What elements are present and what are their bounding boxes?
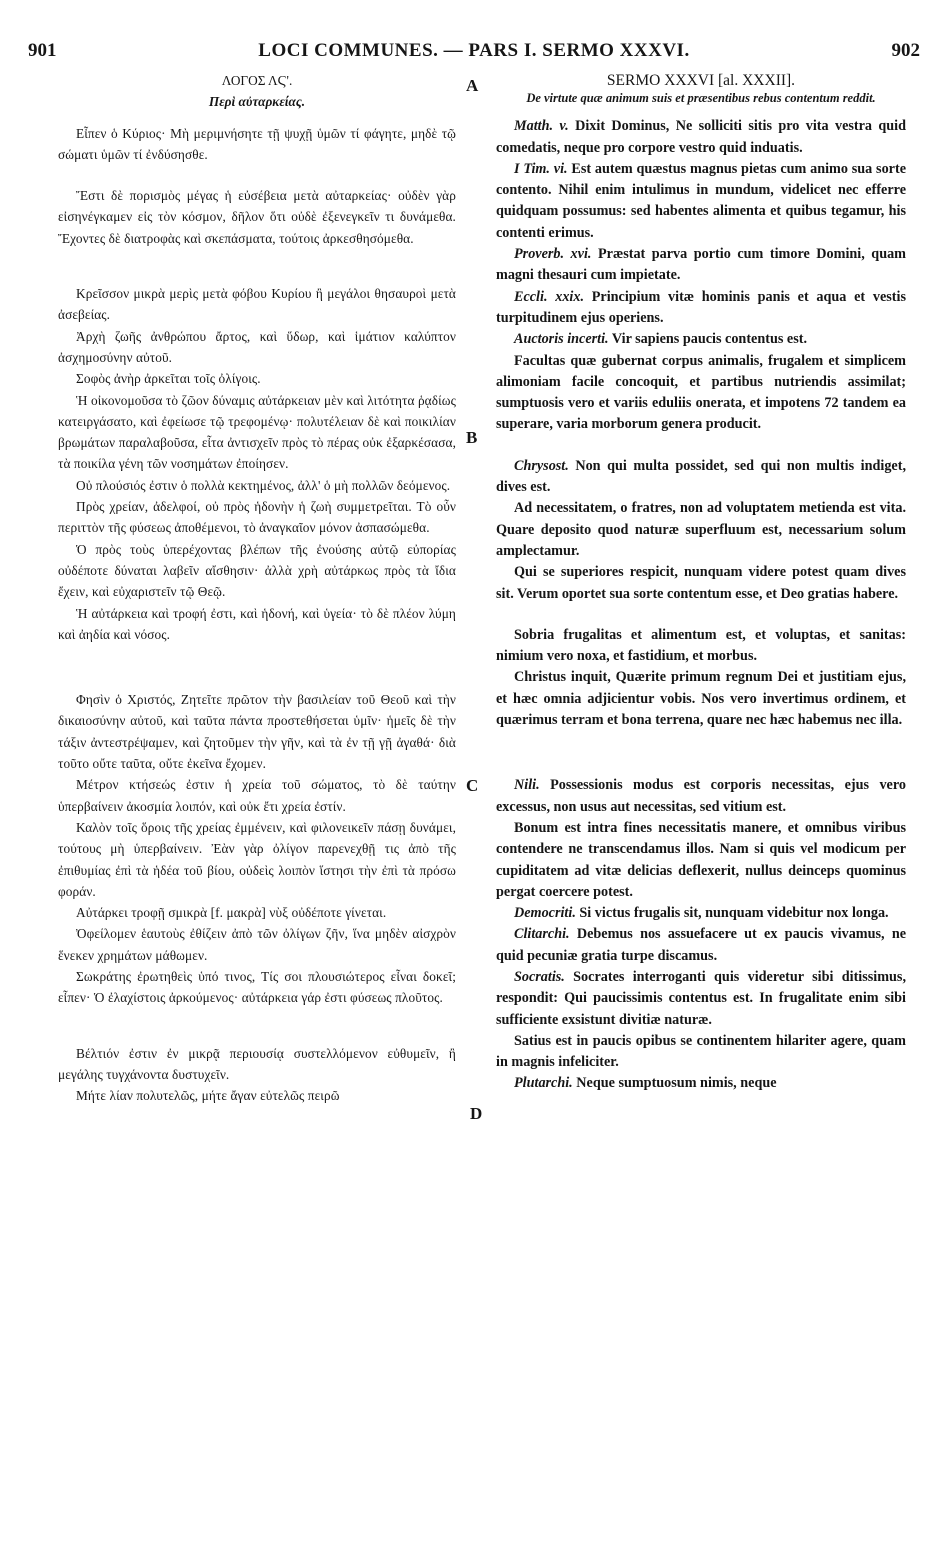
latin-column — [496, 70, 906, 1095]
greek-paragraph: Πρὸς χρείαν, ἀδελφοί, οὐ πρὸς ἡδονὴν ἡ ζωὴ συμμετρεῖται. Τὸ οὖν περιττὸν τῆς φύσεως ἀποθέμενοι, τὸ ἀναγκαῖον μόνον ἀσπασώμεθα. — [58, 499, 456, 536]
latin-text: Sobria frugalitas et alimentum est, et voluptas, et sanitas: nimium vero noxa, et fastidium, et morbus. — [496, 626, 906, 665]
source-citation: Democriti. — [514, 905, 576, 922]
page-number-left: 901 — [28, 40, 57, 61]
latin-paragraph — [496, 287, 906, 330]
latin-paragraph — [496, 351, 906, 436]
margin-letter-d: D — [470, 1104, 483, 1123]
latin-paragraph — [496, 159, 906, 244]
latin-text: Bonum est intra fines necessitatis manere, et omnibus viribus contendere ne transcendamus illos. Nam si quis vel modicum per cupiditatem ad vitæ delicias deflexerit, nullus deinceps quominus pergat coercere potest. — [496, 819, 906, 900]
running-title: LOCI COMMUNES. — PARS I. SERMO XXXVI. — [258, 40, 690, 61]
greek-paragraph: Ὁ πρὸς τοὺς ὑπερέχοντας βλέπων τῆς ἐνούσης αὐτῷ εὐπορίας οὐδέποτε δύναται λαβεῖν αἴσθησιν· ἀλλὰ χρὴ αὐτάρκως πρὸς τὰ ἴδια ἔχειν, καὶ εὐχαριστεῖν τῷ Θεῷ. — [58, 541, 456, 600]
greek-paragraph: Εἶπεν ὁ Κύριος· Μὴ μεριμνήσητε τῇ ψυχῇ ὑμῶν τί φάγητε, μηδὲ τῷ σώματι ὑμῶν τί ἐνδύσησθε. — [58, 125, 456, 162]
greek-title: ΛΟΓΟΣ ΛϚ'. — [221, 73, 293, 88]
margin-letter-a: A — [466, 76, 479, 95]
greek-paragraph: Ὀφείλομεν ἑαυτοὺς ἐθίζειν ἀπὸ τῶν ὀλίγων ζῆν, ἵνα μηδὲν αἰσχρὸν ἕνεκεν χρημάτων μάθωμεν. — [58, 926, 456, 963]
greek-paragraph: Σωκράτης ἐρωτηθεὶς ὑπό τινος, Τίς σοι πλουσιώτερος εἶναι δοκεῖ; εἶπεν· Ὁ ἐλαχίστοις ἀρκούμενος· αὐτάρκεια γάρ ἐστι φύσεως πλοῦτος. — [58, 968, 456, 1006]
greek-paragraph: Ἀρχὴ ζωῆς ἀνθρώπου ἄρτος, καὶ ὕδωρ, καὶ ἱμάτιον καλύπτον ἀσχημοσύνην αὐτοῦ. — [58, 328, 456, 365]
latin-text: Principium vitæ hominis panis et aqua et vestis turpitudinem ejus operiens. — [496, 288, 906, 326]
page-number-right: 902 — [891, 40, 920, 61]
source-citation: Auctoris incerti. — [514, 331, 609, 348]
latin-paragraph — [496, 329, 906, 350]
greek-paragraph: Κρεῖσσον μικρὰ μερὶς μετὰ φόβου Κυρίου ἢ μεγάλοι θησαυροὶ μετὰ ἀσεβείας. — [58, 286, 456, 323]
source-citation: I Tim. vi. — [514, 160, 568, 177]
latin-text: Dixit Dominus, Ne solliciti sitis pro vita vestra quid comedatis, neque pro corpore vestro quid induatis. — [496, 118, 906, 156]
latin-paragraph — [496, 967, 906, 1031]
latin-text: Neque sumptuosum nimis, neque — [576, 1075, 777, 1092]
greek-paragraph: Οὐ πλούσιός ἐστιν ὁ πολλὰ κεκτημένος, ἀλλ' ὁ μὴ πολλῶν δεόμενος. — [76, 477, 451, 493]
running-header — [28, 40, 920, 66]
greek-column — [58, 70, 456, 1106]
latin-subtitle: De virtute quæ animum suis et præsentibus rebus contentum reddit. — [526, 91, 876, 106]
greek-paragraph: Ἡ οἰκονομοῦσα τὸ ζῶον δύναμις αὐτάρκειαν μὲν καὶ λιτότητα ῥᾳδίως κατειργάσατο, καὶ ἐφείωσε τῷ τρεφομένῳ· πολυτέλειαν δὲ καὶ ποικιλίαν βρωμάτων παραλαβοῦσα, εἶτα ἀντισχεῖν πρὸς τὸ πέρας οὐκ ἐξαρκέσασα, τὰ ποικίλα γένη τῶν νοσημάτων ἐποίησεν. — [58, 392, 457, 472]
source-citation: Matth. v. — [514, 118, 569, 135]
latin-text: Satius est in paucis opibus se continentem hilariter agere, quam in magnis infeliciter. — [496, 1032, 906, 1071]
greek-paragraph: Μέτρον κτήσεώς ἐστιν ἡ χρεία τοῦ σώματος, τὸ δὲ ταύτην ὑπερβαίνειν ἀκοσμία λοιπόν, καὶ οὐκ ἔτι χρεία ἐστίν. — [58, 777, 456, 814]
latin-paragraph — [496, 667, 906, 731]
latin-paragraph — [496, 116, 906, 159]
greek-paragraph: Βέλτιόν ἐστιν ἐν μικρᾷ περιουσίᾳ συστελλόμενον εὐθυμεῖν, ἢ μεγάλης τυγχάνοντα δυστυχεῖν. — [58, 1045, 456, 1082]
greek-paragraph: Ἡ αὐτάρκεια καὶ τροφή ἐστι, καὶ ἡδονή, καὶ ὑγεία· τὸ δὲ πλέον λύμη καὶ ἀηδία καὶ νόσος. — [58, 605, 456, 642]
source-citation: Eccli. xxix. — [514, 288, 584, 305]
source-citation: Plutarchi. — [514, 1075, 573, 1092]
latin-paragraph — [496, 775, 906, 818]
source-citation: Clitarchi. — [514, 926, 570, 943]
latin-text: Vir sapiens paucis contentus est. — [611, 331, 808, 348]
latin-text: Ad necessitatem, o fratres, non ad voluptatem metienda est vita. Quare deposito quod naturæ superfluum est, necessarium solum amplectamur. — [496, 500, 906, 559]
greek-paragraph: Καλὸν τοῖς ὅροις τῆς χρείας ἐμμένειν, καὶ φιλονεικεῖν πάσῃ δυνάμει, τούτους μὴ ὑπερβαίνειν. Ἐὰν γὰρ ὀλίγον παρενεχθῇ τις ἀπὸ τῆς ἐπιθυμίας ἐπὶ τὰ ἡδέα τοῦ βίου, οὐδεὶς λοιπὸν ἵστησι τὴν ἐπὶ τὰ πρόσω φοράν. — [58, 819, 456, 899]
latin-text: Possessionis modus est corporis necessitas, ejus vero excessus, non usus aut necessitas, sed vitium est. — [496, 777, 906, 815]
margin-letter-c: C — [466, 776, 479, 795]
latin-paragraph — [496, 924, 906, 967]
source-citation: Chrysost. — [514, 457, 569, 474]
greek-paragraph: Φησὶν ὁ Χριστός, Ζητεῖτε πρῶτον τὴν βασιλείαν τοῦ Θεοῦ καὶ τὴν δικαιοσύνην αὐτοῦ, καὶ ταῦτα πάντα προστεθήσεται ὑμῖν· ἡμεῖς δὲ τὴν τάξιν ἀντεστρέψαμεν, καὶ ζητοῦμεν τὴν γῆν, καὶ τὰ ἐν τῇ γῇ ἀγαθά· διὰ τοῦτο οὔτε ταῦτα, οὔτε ἐκεῖνα ἔχομεν. — [58, 692, 456, 772]
latin-paragraph — [496, 625, 906, 668]
latin-text: Est autem quæstus magnus pietas cum animo sua sorte contento. Nihil enim intulimus in mundum, videlicet nec efferre quidquam possumus: sed habentes alimenta et quibus tegamur, his contenti erimus. — [496, 160, 906, 241]
latin-paragraph — [496, 818, 906, 903]
greek-paragraph: Αὐτάρκει τροφῇ σμικρὰ [f. μακρὰ] νὺξ οὐδέποτε γίνεται. — [76, 905, 387, 921]
latin-title: SERMO XXXVI [al. XXXII]. — [606, 72, 796, 89]
margin-letter-b: B — [466, 428, 478, 447]
latin-text: Præstat parva portio cum timore Domini, quam magni thesauri cum impietate. — [496, 246, 907, 284]
latin-paragraph — [496, 903, 906, 924]
latin-paragraph — [496, 1073, 906, 1094]
latin-text: Debemus nos assuefacere ut ex paucis vivamus, ne quid pecuniæ gratia turpe discamus. — [496, 926, 907, 964]
source-citation: Nili. — [514, 777, 540, 794]
latin-text: Facultas quæ gubernat corpus animalis, frugalem et simplicem alimoniam facile concoquit, et partibus nutriendis assimilat; sumptuosis vero et variis eduliis onerata, et impotens 72 tandem ea superare, varia morborum genera producit. — [496, 352, 906, 433]
greek-paragraph: Μήτε λίαν πολυτελῶς, μήτε ἄγαν εὐτελῶς πειρῶ — [76, 1088, 340, 1104]
latin-text: Christus inquit, Quærite primum regnum Dei et justitiam ejus, et hæc omnia adjicientur vobis. Nos vero invertimus ordinem, et quærimus terram et bona terrena, quare nec hæc habemus nec illa. — [496, 669, 906, 729]
greek-subtitle: Περὶ αὐταρκείας. — [208, 94, 306, 110]
greek-paragraph: Σοφὸς ἀνὴρ ἀρκεῖται τοῖς ὀλίγοις. — [76, 371, 261, 387]
latin-paragraph — [496, 244, 906, 287]
latin-text: Qui se superiores respicit, nunquam videre potest quam dives sit. Verum oportet sua sorte contentum esse, et Deo gratias habere. — [496, 564, 906, 602]
latin-text: Socrates interroganti quis videretur sibi ditissimus, respondit: Qui paucissimis contentus est. In frugalitate enim sibi sufficiente exsistunt divitiæ naturæ. — [496, 968, 906, 1028]
greek-paragraph: Ἔστι δὲ πορισμὸς μέγας ἡ εὐσέβεια μετὰ αὐταρκείας· οὐδὲν γὰρ εἰσηνέγκαμεν εἰς τὸν κόσμον, δῆλον ὅτι οὐδὲ ἐξενεγκεῖν τι δυνάμεθα. Ἔχοντες δὲ διατροφὰς καὶ σκεπάσματα, τούτοις ἀρκεσθησόμεθα. — [58, 188, 456, 246]
source-citation: Socratis. — [514, 968, 565, 985]
latin-paragraph — [496, 562, 906, 605]
latin-paragraph — [496, 456, 906, 499]
latin-text: Non qui multa possidet, sed qui non multis indiget, dives est. — [496, 457, 906, 496]
latin-paragraph — [496, 498, 906, 562]
latin-text: Si victus frugalis sit, nunquam videbitur nox longa. — [579, 905, 889, 922]
source-citation: Proverb. xvi. — [514, 246, 592, 263]
latin-paragraph — [496, 1031, 906, 1074]
